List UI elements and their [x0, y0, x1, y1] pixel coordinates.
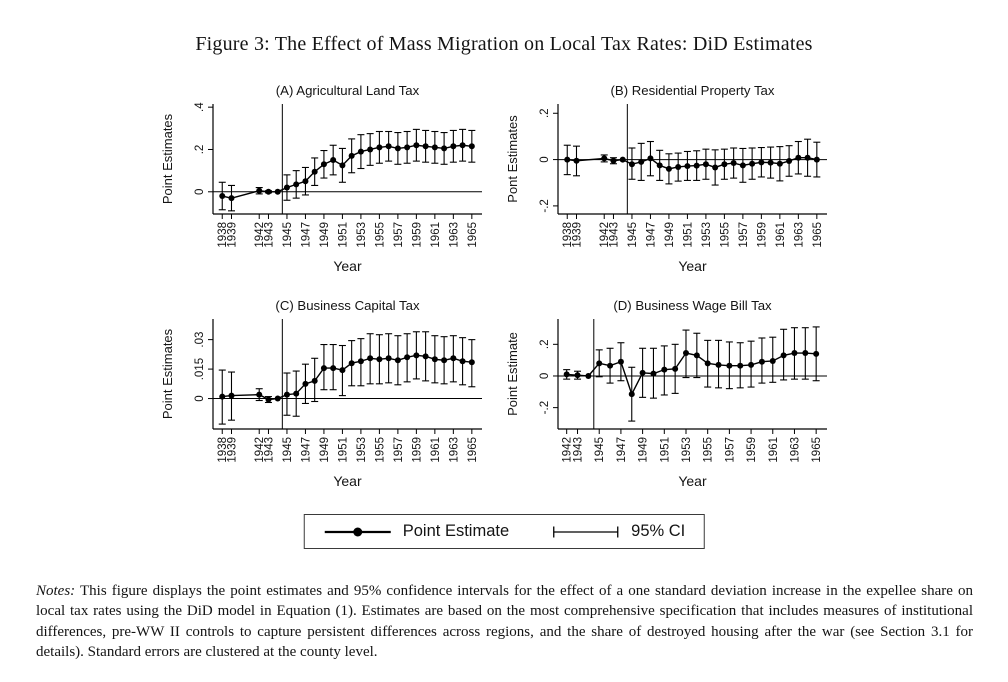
data-point — [386, 143, 392, 149]
x-tick-label: 1957 — [724, 437, 737, 463]
data-point — [265, 397, 271, 403]
x-tick-label: 1955 — [719, 222, 732, 248]
data-point — [432, 356, 438, 362]
y-axis-title: Point Estimate — [505, 332, 520, 416]
x-tick-label: 1945 — [281, 222, 294, 248]
data-point — [432, 144, 438, 150]
data-point — [284, 185, 290, 191]
data-point — [802, 350, 808, 356]
x-tick-label: 1947 — [300, 437, 313, 463]
data-point — [404, 354, 410, 360]
data-point — [228, 195, 234, 201]
x-tick-label: 1947 — [645, 222, 658, 248]
data-point — [721, 161, 727, 167]
data-point — [302, 178, 308, 184]
x-tick-label: 1963 — [448, 222, 461, 248]
data-point — [441, 145, 447, 151]
x-tick-label: 1951 — [659, 437, 672, 463]
panel-a-agricultural-land-tax — [155, 80, 500, 295]
confidence-intervals — [219, 129, 476, 210]
data-point — [564, 157, 570, 163]
data-point — [293, 391, 299, 397]
data-point — [265, 189, 271, 195]
x-tick-label: 1942 — [561, 437, 574, 463]
data-point — [647, 155, 653, 161]
data-point — [716, 362, 722, 368]
data-point — [740, 162, 746, 168]
x-tick-label: 1943 — [572, 437, 585, 463]
panel-c-business-capital-tax — [155, 295, 500, 510]
data-point — [312, 169, 318, 175]
data-point — [694, 352, 700, 358]
data-point — [786, 158, 792, 164]
x-axis-title: Year — [333, 473, 362, 489]
x-tick-label: 1939 — [226, 437, 239, 463]
notes-text: This figure displays the point estimates and 95% confidence intervals for the effect of a one standard deviation increase in the expellee share on local tax rates using the DiD model in Equation (1). Estimates are based on the most comprehensive specification that includes measures of institutional differences, pre-WW II controls to capture persistent differences across regions, and the share of destroyed housing after the war (see Section 3.1 for details). Standard errors are clustered at the county level. — [36, 583, 973, 661]
x-tick-label: 1953 — [355, 437, 368, 463]
data-point — [694, 163, 700, 169]
data-point — [813, 351, 819, 357]
data-point — [395, 145, 401, 151]
data-point — [610, 158, 616, 164]
data-point — [618, 359, 624, 365]
y-tick-label: 0 — [194, 395, 206, 402]
x-tick-label: 1942 — [254, 222, 267, 248]
panel-title: (C) Business Capital Tax — [275, 298, 420, 313]
x-tick-label: 1949 — [663, 222, 676, 248]
x-tick-label: 1963 — [448, 437, 461, 463]
data-point — [228, 393, 234, 399]
data-point — [705, 360, 711, 366]
chart-svg — [500, 295, 845, 510]
data-point — [349, 153, 355, 159]
y-axis — [539, 104, 558, 214]
x-tick-label: 1943 — [263, 222, 276, 248]
x-tick-label: 1965 — [811, 222, 824, 248]
panel-d-business-wage-bill-tax — [500, 295, 845, 510]
x-tick-label: 1939 — [226, 222, 239, 248]
data-point — [441, 357, 447, 363]
data-point — [749, 161, 755, 167]
x-tick-label: 1961 — [767, 437, 780, 463]
x-tick-label: 1955 — [374, 437, 387, 463]
x-tick-label: 1951 — [337, 222, 350, 248]
data-point — [469, 359, 475, 365]
data-point — [302, 381, 308, 387]
data-point — [684, 163, 690, 169]
x-axis — [558, 429, 827, 463]
panel-title: (D) Business Wage Bill Tax — [613, 298, 772, 313]
x-tick-label: 1965 — [466, 437, 479, 463]
x-tick-label: 1938 — [562, 222, 575, 248]
y-tick-label: -.2 — [539, 199, 551, 213]
x-tick-label: 1961 — [429, 437, 442, 463]
x-tick-label: 1963 — [793, 222, 806, 248]
figure-title: Figure 3: The Effect of Mass Migration on Local Tax Rates: DiD Estimates — [195, 33, 813, 55]
x-tick-label: 1943 — [263, 437, 276, 463]
data-point — [575, 372, 581, 378]
data-point — [770, 358, 776, 364]
data-point — [349, 360, 355, 366]
data-point — [748, 362, 754, 368]
y-tick-label: 0 — [194, 188, 206, 195]
data-point — [367, 146, 373, 152]
data-point — [791, 350, 797, 356]
data-point — [620, 157, 626, 163]
data-point — [640, 370, 646, 376]
x-tick-label: 1949 — [318, 222, 331, 248]
data-point — [256, 188, 262, 194]
data-point — [460, 142, 466, 148]
data-point — [629, 161, 635, 167]
x-tick-label: 1953 — [680, 437, 693, 463]
x-axis-title: Year — [678, 258, 707, 274]
x-tick-label: 1939 — [571, 222, 584, 248]
x-tick-label: 1943 — [608, 222, 621, 248]
x-tick-label: 1947 — [615, 437, 628, 463]
chart-svg — [155, 295, 500, 510]
x-axis-title: Year — [333, 258, 362, 274]
x-axis — [213, 429, 482, 463]
confidence-intervals — [219, 332, 476, 424]
data-point — [376, 144, 382, 150]
data-point — [469, 143, 475, 149]
y-tick-label: 0 — [539, 156, 551, 163]
data-point — [460, 358, 466, 364]
data-point — [661, 367, 667, 373]
y-tick-label: -.2 — [539, 400, 551, 415]
x-tick-label: 1959 — [411, 437, 424, 463]
y-axis — [194, 319, 213, 429]
data-point — [672, 366, 678, 372]
y-tick-label: 0 — [539, 372, 551, 380]
data-point — [703, 161, 709, 167]
data-point — [768, 160, 774, 166]
x-tick-label: 1961 — [774, 222, 787, 248]
y-tick-label: .2 — [539, 339, 551, 350]
data-point — [781, 352, 787, 358]
y-tick-label: .2 — [194, 144, 206, 155]
data-point — [683, 350, 689, 356]
x-tick-label: 1957 — [392, 222, 405, 248]
data-point — [358, 149, 364, 155]
y-tick-label: .4 — [194, 102, 206, 112]
point-estimates — [219, 142, 475, 201]
data-point — [256, 392, 262, 398]
legend-ci-label: 95% CI — [631, 522, 686, 540]
x-tick-label: 1959 — [756, 222, 769, 248]
data-point — [413, 142, 419, 148]
data-point — [395, 357, 401, 363]
x-tick-label: 1942 — [599, 222, 612, 248]
y-axis-title: Point Estimates — [160, 113, 175, 205]
estimate-line — [567, 353, 816, 394]
data-point — [376, 356, 382, 362]
x-tick-label: 1949 — [637, 437, 650, 463]
data-point — [339, 162, 345, 168]
charts-grid — [155, 80, 845, 510]
data-point — [413, 352, 419, 358]
panel-title: (B) Residential Property Tax — [610, 83, 775, 98]
data-point — [759, 359, 765, 365]
data-point — [339, 367, 345, 373]
y-tick-label: .03 — [194, 331, 206, 348]
data-point — [805, 155, 811, 161]
data-point — [219, 193, 225, 199]
x-tick-label: 1945 — [281, 437, 294, 463]
y-axis — [194, 102, 213, 214]
data-point — [275, 189, 281, 195]
x-tick-label: 1951 — [682, 222, 695, 248]
x-axis — [558, 214, 827, 248]
x-tick-label: 1953 — [700, 222, 713, 248]
data-point — [814, 157, 820, 163]
x-tick-label: 1965 — [811, 437, 824, 463]
x-tick-label: 1951 — [337, 437, 350, 463]
y-tick-label: .2 — [539, 108, 551, 119]
x-tick-label: 1963 — [789, 437, 802, 463]
data-point — [777, 161, 783, 167]
data-point — [638, 159, 644, 165]
y-tick-label: .015 — [194, 357, 206, 381]
data-point — [650, 371, 656, 377]
point-estimates — [564, 155, 820, 172]
data-point — [321, 365, 327, 371]
x-tick-label: 1945 — [626, 222, 639, 248]
x-tick-label: 1947 — [300, 222, 313, 248]
data-point — [284, 392, 290, 398]
x-tick-label: 1955 — [702, 437, 715, 463]
data-point — [358, 358, 364, 364]
data-point — [367, 355, 373, 361]
x-tick-label: 1938 — [217, 437, 230, 463]
panel-title: (A) Agricultural Land Tax — [275, 83, 420, 98]
data-point — [321, 161, 327, 167]
data-point — [423, 353, 429, 359]
x-tick-label: 1945 — [594, 437, 607, 463]
data-point — [726, 363, 732, 369]
x-axis-title: Year — [678, 473, 707, 489]
chart-svg — [500, 80, 845, 295]
data-point — [312, 378, 318, 384]
data-point — [731, 160, 737, 166]
point-estimates — [219, 352, 475, 402]
data-point — [450, 143, 456, 149]
data-point — [450, 355, 456, 361]
data-point — [596, 360, 602, 366]
data-point — [657, 162, 663, 168]
notes-label: Notes: — [36, 583, 76, 599]
data-point — [330, 365, 336, 371]
data-point — [275, 396, 281, 402]
data-point — [629, 391, 635, 397]
data-point — [330, 157, 336, 163]
data-point — [675, 164, 681, 170]
x-tick-label: 1949 — [318, 437, 331, 463]
data-point — [712, 164, 718, 170]
x-tick-label: 1938 — [217, 222, 230, 248]
x-tick-label: 1942 — [254, 437, 267, 463]
y-axis-title: Pont Estimates — [505, 115, 520, 203]
legend — [304, 514, 705, 549]
data-point — [219, 394, 225, 400]
data-point — [573, 158, 579, 164]
data-point — [585, 373, 591, 379]
data-point — [601, 155, 607, 161]
x-tick-label: 1957 — [392, 437, 405, 463]
data-point — [795, 155, 801, 161]
panel-b-residential-property-tax — [500, 80, 845, 295]
data-point — [293, 181, 299, 187]
data-point — [404, 144, 410, 150]
x-axis — [213, 214, 482, 248]
x-tick-label: 1955 — [374, 222, 387, 248]
confidence-intervals — [563, 327, 819, 421]
x-tick-label: 1965 — [466, 222, 479, 248]
data-point — [607, 363, 613, 369]
data-point — [423, 143, 429, 149]
legend-point-estimate-label: Point Estimate — [402, 522, 510, 540]
data-point — [564, 371, 570, 377]
data-point — [386, 355, 392, 361]
figure-notes — [36, 581, 973, 663]
data-point — [666, 166, 672, 172]
chart-svg — [155, 80, 500, 295]
x-tick-label: 1959 — [746, 437, 759, 463]
y-axis-title: Point Estimates — [160, 328, 175, 420]
confidence-interval-symbol-icon — [551, 524, 621, 540]
x-tick-label: 1957 — [737, 222, 750, 248]
y-axis — [539, 319, 558, 429]
x-tick-label: 1961 — [429, 222, 442, 248]
point-estimate-symbol-icon — [323, 524, 393, 540]
data-point — [758, 159, 764, 165]
x-tick-label: 1959 — [411, 222, 424, 248]
data-point — [737, 363, 743, 369]
x-tick-label: 1953 — [355, 222, 368, 248]
